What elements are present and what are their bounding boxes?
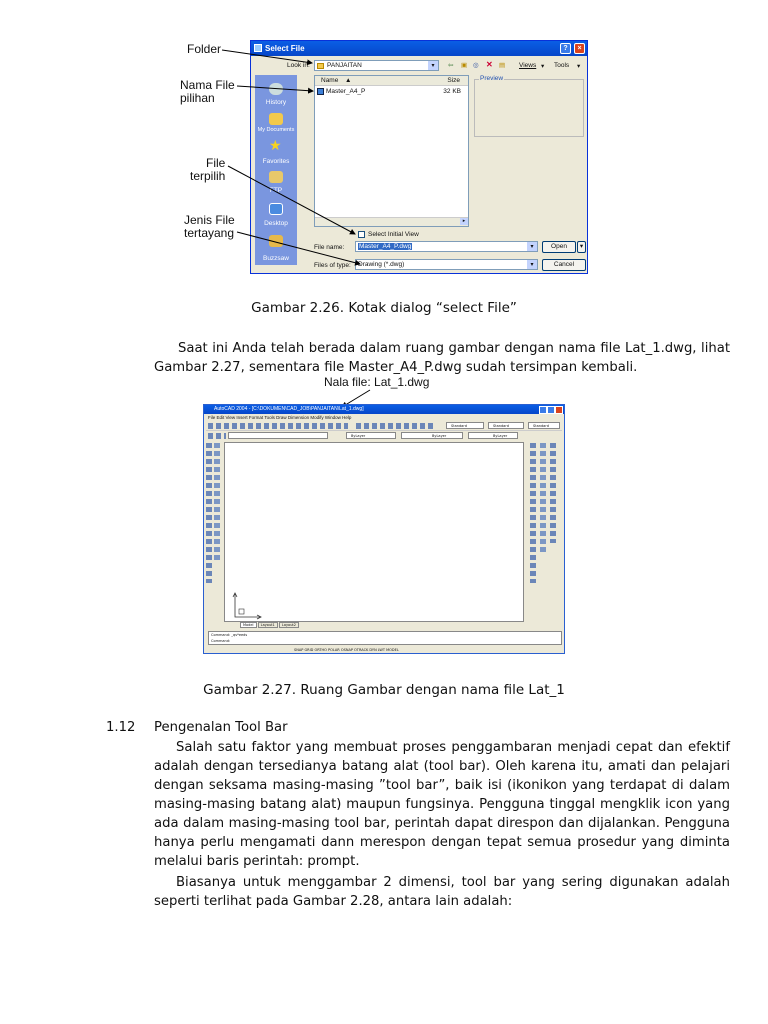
command-prompt: Command: xyxy=(211,639,231,643)
help-icon[interactable]: ? xyxy=(560,43,571,54)
autocad-window xyxy=(203,404,565,654)
arrow-file-terpilih xyxy=(228,166,355,234)
ucs-icon xyxy=(231,591,271,621)
new-folder-icon[interactable]: ▤ xyxy=(499,62,506,69)
autocad-titlebar xyxy=(204,405,564,414)
draw-toolbar[interactable] xyxy=(206,443,212,583)
annotation-nama-file-lat1: Nala file: Lat_1.dwg xyxy=(324,375,430,389)
search-web-icon[interactable]: ◎ xyxy=(473,62,479,69)
open-button[interactable]: Open xyxy=(542,241,576,253)
annotation-file-terpilih: terpilih xyxy=(190,169,226,183)
toolbar-icons[interactable] xyxy=(208,433,226,439)
file-size: 32 KB xyxy=(443,88,461,95)
drawing-area[interactable] xyxy=(224,442,524,622)
annotation-file: File xyxy=(206,156,226,170)
annotation-tertayang: tertayang xyxy=(184,226,235,240)
command-history: Command: _qs*eeds xyxy=(211,633,248,637)
zoom-toolbar[interactable] xyxy=(550,443,556,543)
dimension-toolbar[interactable] xyxy=(540,443,546,553)
annotation-arrows xyxy=(0,0,768,300)
file-type-label: Files of type: xyxy=(314,262,351,269)
place-desktop[interactable]: Desktop xyxy=(264,220,288,227)
place-history[interactable]: History xyxy=(265,99,287,106)
chevron-down-icon[interactable]: ▾ xyxy=(527,242,537,251)
up-folder-icon[interactable]: ▣ xyxy=(461,62,468,69)
open-options-icon[interactable]: ▾ xyxy=(577,241,586,253)
file-name-input-value: Master_A4_P.dwg xyxy=(359,243,412,250)
color-select[interactable]: ByLayer xyxy=(346,432,396,439)
menu-bar[interactable]: File Edit View Insert Format Tools Draw Dimension Modify Window Help xyxy=(208,415,352,420)
layout-tabs[interactable] xyxy=(224,622,524,628)
file-name-label: File name: xyxy=(314,244,345,251)
section-title: Pengenalan Tool Bar xyxy=(154,720,288,735)
maximize-icon[interactable] xyxy=(547,406,555,414)
layers-toolbar[interactable] xyxy=(206,432,562,440)
place-buzzsaw[interactable]: Buzzsaw xyxy=(262,255,289,262)
autocad-window-title: AutoCAD 2004 - [C:\DOKUMEN\CAD_JOB\PANJAITAN\Lat_1.dwg] xyxy=(214,406,364,412)
arrow-folder xyxy=(222,50,312,63)
tools-menu[interactable]: Tools xyxy=(554,62,570,69)
lineweight-select[interactable]: ByLayer xyxy=(468,432,518,439)
figure-caption-2-27: Gambar 2.27. Ruang Gambar dengan nama file Lat_1 xyxy=(203,682,565,698)
annotation-jenis-file: Jenis File xyxy=(184,213,235,227)
favorites-icon[interactable]: ★ xyxy=(269,138,282,154)
column-size[interactable]: Size xyxy=(447,77,460,84)
toolbar-icons[interactable] xyxy=(356,423,436,429)
figure-caption-2-26: Gambar 2.26. Kotak dialog “select File” xyxy=(251,300,517,316)
section-paragraph-1: Salah satu faktor yang membuat proses penggambaran menjadi cepat dan efektif adalah dengan tersedianya batang alat (tool bar). Oleh karena itu, amati dan pelajari dengan seksama masing-masing ”tool bar”, baik isi (ikonikon yang terdapat di dalam masing-masing batang alat) maupun fungsinya. Pengguna tinggal mengklik icon yang ada dalam masing-masing tool bar, perintah dapat direspon dan dijalankan. Pengguna hanya perlu mengamati dann merespon dengan tepat semua prosedur yang diminta melalui baris perintah: prompt. xyxy=(154,740,730,869)
back-icon[interactable]: ⇦ xyxy=(448,62,454,69)
paragraph-intro: Saat ini Anda telah berada dalam ruang gambar dengan nama file Lat_1.dwg, lihat Gambar 2.27, sementara file Master_A4_P.dwg sudah tersimpan kembali. xyxy=(154,341,730,375)
delete-icon[interactable]: ✕ xyxy=(486,60,493,69)
table-style-select[interactable]: Standard xyxy=(528,422,560,429)
place-ftp[interactable]: FTP xyxy=(269,187,283,194)
dialog-title: Select File xyxy=(265,44,305,53)
annotation-folder: Folder xyxy=(187,42,222,56)
section-number: 1.12 xyxy=(106,720,136,735)
chevron-down-icon[interactable]: ▾ xyxy=(428,61,438,70)
scroll-right-icon[interactable]: ▸ xyxy=(460,218,468,225)
sort-arrow-icon: ▲ xyxy=(345,77,352,84)
close-icon[interactable] xyxy=(555,406,563,414)
section-paragraph-2: Biasanya untuk menggambar 2 dimensi, tool bar yang sering digunakan adalah seperti terlihat pada Gambar 2.28, antara lain adalah: xyxy=(154,875,730,909)
arrow-nama-file xyxy=(237,86,313,91)
cancel-button[interactable]: Cancel xyxy=(542,259,586,271)
arrow-jenis-file xyxy=(237,232,360,264)
linetype-select[interactable]: ByLayer xyxy=(401,432,463,439)
standard-toolbar[interactable] xyxy=(206,422,562,431)
preview-label: Preview xyxy=(480,75,504,82)
text-style-select[interactable]: Standard xyxy=(446,422,484,429)
object-snap-toolbar[interactable] xyxy=(530,443,536,583)
place-my-documents[interactable]: My Documents xyxy=(257,127,295,133)
file-name: Master_A4_P xyxy=(326,88,366,95)
chevron-down-icon[interactable]: ▾ xyxy=(527,260,537,269)
column-name[interactable]: Name xyxy=(321,77,339,84)
annotation-nama-file-pilihan: pilihan xyxy=(180,91,215,105)
layer-select[interactable] xyxy=(228,432,328,439)
place-favorites[interactable]: Favorites xyxy=(262,158,290,165)
file-type-value: Drawing (*.dwg) xyxy=(358,261,405,268)
annotation-nama-file: Nama File xyxy=(180,78,235,92)
toolbar-icons[interactable] xyxy=(208,423,348,429)
command-line[interactable] xyxy=(208,631,562,645)
select-initial-view-label: Select Initial View xyxy=(368,231,419,238)
modify-toolbar[interactable] xyxy=(214,443,220,563)
status-bar[interactable]: SNAP GRID ORTHO POLAR OSNAP OTRACK DYN LWT MODEL xyxy=(294,648,399,652)
close-icon[interactable]: × xyxy=(574,43,585,54)
select-file-dialog: Select File ? × Look in: PANJAITAN ▾ ⇦ ▣ ◎ ✕ ▤ Views ▾ Tools ▾ History My Documents ★ Favorites FTP Desktop Buzzsaw Name ▲ Size Master_A4_P 32 KB ▸ Preview Select Initial View File name: Master_A4_P.dwg ▾ Files of type: Drawing (*.dwg) ▾ Open ▾ Cancel xyxy=(250,40,588,274)
minimize-icon[interactable] xyxy=(539,406,547,414)
tab-layout2[interactable]: Layout2 xyxy=(279,622,299,628)
views-menu[interactable]: Views xyxy=(519,62,537,69)
tab-model[interactable]: Model xyxy=(240,622,257,628)
look-in-value: PANJAITAN xyxy=(327,62,362,69)
tab-layout1[interactable]: Layout1 xyxy=(258,622,278,628)
dim-style-select[interactable]: Standard xyxy=(488,422,524,429)
look-in-label: Look in: xyxy=(287,62,310,69)
